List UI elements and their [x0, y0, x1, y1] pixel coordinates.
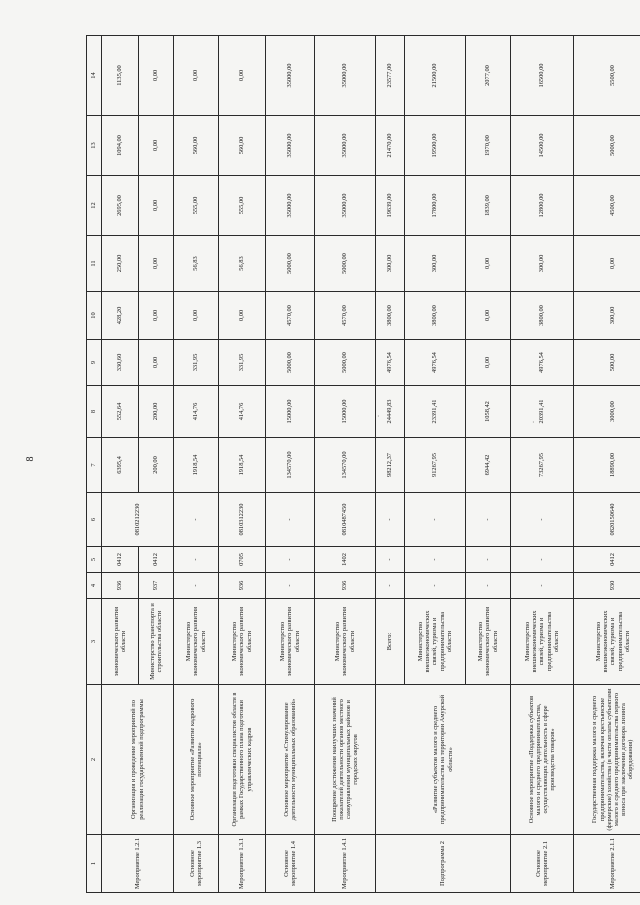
column-number: 8 [87, 386, 102, 438]
cell-value: 20391,41 [511, 386, 574, 438]
cell-value: 1839,00 [466, 176, 511, 236]
cell-value: 4570,00 [315, 292, 376, 340]
cell-executor: Министерство экономического развития области [219, 599, 266, 685]
cell-value: 19500,00 [405, 116, 466, 176]
cell-value: 0,00 [174, 36, 219, 116]
cell-rzpr: - [266, 547, 315, 573]
cell-executor: Министерство экономического развития области [266, 599, 315, 685]
cell-executor: Министерство транспорта и строительства области [139, 599, 174, 685]
cell-value: 91267,95 [405, 438, 466, 493]
cell-rzpr: 0412 [574, 547, 640, 573]
cell-name: Государственная поддержка малого и среднего предпринимательства, включая крестьянские (фермерские) хозяйства (в части оплаты субъектами малого и среднего предпринимательства первого взноса при заключении договора лизинга оборудования) [574, 685, 640, 835]
page-number: 8 [25, 456, 36, 462]
column-number: 12 [87, 176, 102, 236]
cell-value: 250,00 [102, 236, 139, 292]
cell-rzpr: 0705 [219, 547, 266, 573]
cell-value: 0,00 [139, 236, 174, 292]
cell-value: 1058,42 [466, 386, 511, 438]
cell-value: 1094,00 [102, 116, 139, 176]
cell-executor: экономического развития области [102, 599, 139, 685]
table-row [315, 36, 376, 893]
cell-value: 98212,37 [376, 438, 405, 493]
cell-name: «Развитие субъектов малого и среднего предпринимательства на территории Амурской области» [376, 685, 511, 835]
cell-grbs: 936 [219, 573, 266, 599]
cell-value: 35000,00 [266, 36, 315, 116]
cell-csr: - [511, 493, 574, 547]
cell-value: 0,00 [139, 340, 174, 386]
cell-value: 5000,00 [315, 340, 376, 386]
cell-value: 5000,00 [266, 236, 315, 292]
cell-code: Подпрограмма 2 [376, 835, 511, 893]
column-number: 2 [87, 685, 102, 835]
cell-value: 4570,00 [266, 292, 315, 340]
cell-value: 5000,00 [574, 116, 640, 176]
cell-code: Основное мероприятие 1.3 [174, 835, 219, 893]
cell-executor: Министерство внешнеэкономических связей, туризма и предпринимательства области [574, 599, 640, 685]
cell-value: 17800,00 [405, 176, 466, 236]
column-number: 11 [87, 236, 102, 292]
cell-value: 23577,00 [376, 36, 405, 116]
cell-value: 552,64 [102, 386, 139, 438]
cell-name: Основное мероприятие «Стимулирование деятельности муниципальных образований» [266, 685, 315, 835]
column-number: 10 [87, 292, 102, 340]
cell-value: 35000,00 [266, 116, 315, 176]
cell-value: 0,00 [139, 292, 174, 340]
cell-value: 2695,00 [102, 176, 139, 236]
cell-value: 300,00 [376, 236, 405, 292]
cell-value: 2077,00 [466, 36, 511, 116]
cell-value: 56,83 [219, 236, 266, 292]
column-number: 7 [87, 438, 102, 493]
cell-value: 5500,00 [574, 36, 640, 116]
cell-rzpr: - [376, 547, 405, 573]
cell-value: 4976,54 [511, 340, 574, 386]
cell-value: 4976,54 [405, 340, 466, 386]
cell-value: 0,00 [139, 176, 174, 236]
cell-name: Организация подготовки специалистов области в рамках Государственного плана подготовки управленческих кадров [219, 685, 266, 835]
cell-csr: 0820150640 [574, 493, 640, 547]
cell-value: 6944,42 [466, 438, 511, 493]
cell-value: 4500,00 [574, 176, 640, 236]
cell-value: 555,00 [174, 176, 219, 236]
cell-value: 6395,4 [102, 438, 139, 493]
cell-value: 0,00 [466, 340, 511, 386]
cell-value: 35000,00 [315, 176, 376, 236]
cell-csr: 0810487450 [315, 493, 376, 547]
cell-code: Мероприятие 1.4.1 [315, 835, 376, 893]
cell-value: 14500,00 [511, 116, 574, 176]
cell-value: 0,00 [219, 292, 266, 340]
cell-value: 300,00 [574, 292, 640, 340]
cell-grbs: 930 [574, 573, 640, 599]
column-number: 13 [87, 116, 102, 176]
cell-value: 5000,00 [315, 236, 376, 292]
table-row [102, 36, 139, 893]
cell-value: 21470,00 [376, 116, 405, 176]
cell-rzpr: 0412 [102, 547, 139, 573]
cell-value: 500,00 [574, 340, 640, 386]
cell-csr: - [376, 493, 405, 547]
cell-csr: 0810312230 [219, 493, 266, 547]
cell-value: 35000,00 [315, 116, 376, 176]
cell-name: Основное мероприятие «Развитие кадрового потенциала» [174, 685, 219, 835]
cell-value: 1918,54 [219, 438, 266, 493]
cell-value: 5000,00 [266, 340, 315, 386]
cell-grbs: 936 [102, 573, 139, 599]
cell-value: 200,00 [139, 386, 174, 438]
cell-value: 300,00 [511, 236, 574, 292]
cell-grbs: - [266, 573, 315, 599]
cell-value: 200,00 [139, 438, 174, 493]
cell-value: 414,76 [219, 386, 266, 438]
cell-csr: 0810212230 [102, 493, 174, 547]
cell-executor: Министерство экономического развития области [315, 599, 376, 685]
cell-value: 0,00 [139, 36, 174, 116]
cell-value: 1970,00 [466, 116, 511, 176]
cell-value: 56,83 [174, 236, 219, 292]
cell-code: Мероприятие 1.2.1 [102, 835, 174, 893]
cell-grbs: - [174, 573, 219, 599]
cell-rzpr: - [511, 547, 574, 573]
cell-value: 3000,00 [574, 386, 640, 438]
cell-executor: Министерство экономического развития области [466, 599, 511, 685]
cell-value: 35000,00 [266, 176, 315, 236]
cell-value: 3800,00 [376, 292, 405, 340]
cell-value: 1918,54 [174, 438, 219, 493]
cell-value: 555,00 [219, 176, 266, 236]
cell-value: 330,60 [102, 340, 139, 386]
cell-grbs: - [511, 573, 574, 599]
cell-rzpr: 0412 [139, 547, 174, 573]
cell-value: 1135,00 [102, 36, 139, 116]
cell-value: 23391,41 [405, 386, 466, 438]
cell-value: 0,00 [574, 236, 640, 292]
column-number: 3 [87, 599, 102, 685]
cell-value: 134570,00 [315, 438, 376, 493]
cell-value: 134570,00 [266, 438, 315, 493]
cell-value: 21500,00 [405, 36, 466, 116]
table-row [376, 36, 405, 893]
column-number: 9 [87, 340, 102, 386]
column-number: 5 [87, 547, 102, 573]
table-row [266, 36, 315, 893]
cell-value: 15000,00 [315, 386, 376, 438]
cell-rzpr: 1402 [315, 547, 376, 573]
cell-value: 16500,00 [511, 36, 574, 116]
cell-value: 560,00 [174, 116, 219, 176]
cell-value: 4976,54 [376, 340, 405, 386]
column-number-row [87, 36, 102, 893]
cell-value: 331,95 [174, 340, 219, 386]
cell-grbs: 936 [315, 573, 376, 599]
cell-code: Основное мероприятие 1.4 [266, 835, 315, 893]
cell-value: 331,95 [219, 340, 266, 386]
cell-code: Основное мероприятие 2.1 [511, 835, 574, 893]
cell-value: 0,00 [174, 292, 219, 340]
cell-value: 0,00 [466, 292, 511, 340]
cell-grbs: 937 [139, 573, 174, 599]
cell-executor: Министерство экономического развития области [174, 599, 219, 685]
cell-value: 3800,00 [511, 292, 574, 340]
cell-value: 300,00 [405, 236, 466, 292]
cell-value: 73267,95 [511, 438, 574, 493]
cell-csr: - [405, 493, 466, 547]
cell-grbs: - [405, 573, 466, 599]
cell-value: 0,00 [139, 116, 174, 176]
cell-executor: Министерство внешнеэкономических связей, туризма и предпринимательства области [405, 599, 466, 685]
cell-grbs: - [466, 573, 511, 599]
column-number: 6 [87, 493, 102, 547]
table-row [511, 36, 574, 893]
column-number: 14 [87, 36, 102, 116]
cell-value: 0,00 [219, 36, 266, 116]
cell-rzpr: - [466, 547, 511, 573]
cell-value: 560,00 [219, 116, 266, 176]
cell-rzpr: - [405, 547, 466, 573]
cell-name: Основное мероприятие «Поддержка субъектов малого и среднего предпринимательства, осуществляющих деятельность в сфере производства товаров» [511, 685, 574, 835]
cell-executor: Всего: [376, 599, 405, 685]
cell-value: 428,20 [102, 292, 139, 340]
cell-code: Мероприятие 2.1.1 [574, 835, 640, 893]
cell-value: 0,00 [466, 236, 511, 292]
cell-value: 414,76 [174, 386, 219, 438]
scan-mark: · [532, 418, 535, 427]
cell-code: Мероприятие 1.3.1 [219, 835, 266, 893]
cell-executor: Министерство внешнеэкономических связей, туризма и предпринимательства области [511, 599, 574, 685]
cell-name: Организация и проведение мероприятий по реализации государственной подпрограммы [102, 685, 174, 835]
cell-value: 19639,00 [376, 176, 405, 236]
cell-grbs: - [376, 573, 405, 599]
table-row [219, 36, 266, 893]
cell-value: 12800,00 [511, 176, 574, 236]
cell-value: 35000,00 [315, 36, 376, 116]
table-row [174, 36, 219, 893]
column-number: 4 [87, 573, 102, 599]
budget-table [86, 35, 640, 893]
cell-value: 18890,00 [574, 438, 640, 493]
scan-mark: · [377, 412, 380, 421]
cell-rzpr: - [174, 547, 219, 573]
rotated-table-wrapper [86, 36, 635, 893]
cell-value: 24449,83 [376, 386, 405, 438]
cell-name: Поощрение достижения наилучших значений показателей деятельности органов местного самоуправления муниципальных районов и городских округов [315, 685, 376, 835]
cell-csr: - [174, 493, 219, 547]
cell-value: 15000,00 [266, 386, 315, 438]
cell-value: 3800,00 [405, 292, 466, 340]
table-row [574, 36, 640, 893]
cell-csr: - [466, 493, 511, 547]
cell-csr: - [266, 493, 315, 547]
column-number: 1 [87, 835, 102, 893]
